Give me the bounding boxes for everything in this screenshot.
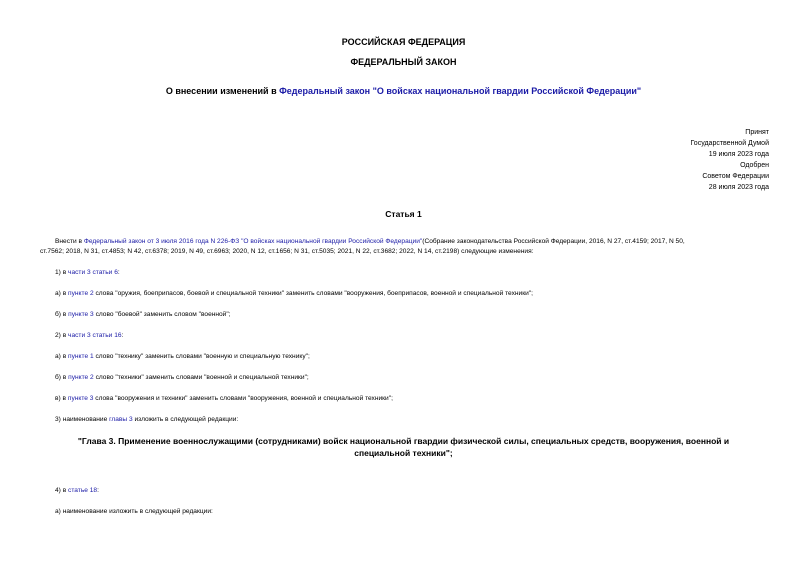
item-text: изложить в следующей редакции:	[132, 416, 239, 423]
item-2	[55, 331, 123, 342]
title-prefix: О внесении изменений в	[165, 86, 280, 96]
item-2c-link[interactable]: пункте 3	[67, 395, 94, 402]
chapter-title-quote	[55, 435, 752, 459]
item-4a	[55, 507, 213, 518]
item-2b-link[interactable]: пункте 2	[68, 374, 94, 381]
item-text: б) в	[55, 311, 69, 318]
intro-text: Внести в	[55, 238, 84, 245]
item-text: а) в	[55, 353, 69, 360]
chapter-line-1: "Глава 3. Применение военнослужащими (сотрудниками) войск национальной гвардии физической силы, специальных средств, вооружения, военной и	[77, 436, 730, 446]
item-2a-link[interactable]: пункте 1	[68, 353, 94, 360]
item-text: а) наименование изложить в следующей редакции:	[55, 508, 213, 515]
item-4-link[interactable]: статье 18	[68, 487, 98, 494]
item-text: :	[97, 487, 99, 494]
intro-paragraph	[55, 237, 775, 248]
title-law-link[interactable]: Федеральный закон "О войсках национальной гвардии Российской Федерации"	[279, 86, 642, 96]
doc-type-heading: ФЕДЕРАЛЬНЫЙ ЗАКОН	[350, 57, 457, 67]
item-2-link[interactable]: части 3 статьи 16	[68, 332, 122, 339]
item-3	[55, 415, 238, 426]
country-heading: РОССИЙСКАЯ ФЕДЕРАЦИЯ	[341, 37, 466, 47]
item-text: :	[117, 269, 120, 276]
item-3-link[interactable]: главы 3	[109, 416, 133, 423]
item-text: 4) в	[55, 487, 69, 494]
item-2c	[55, 394, 393, 405]
item-text: 1) в	[55, 269, 69, 276]
intro-line-1	[55, 237, 775, 248]
item-2a	[55, 352, 310, 363]
adoption-line: Принят	[745, 129, 769, 136]
item-text: слова "вооружения и техники" заменить словами "вооружения, военной и специальной техники";	[93, 395, 393, 402]
item-text: а) в	[55, 290, 69, 297]
intro-text: (Собрание законодательства Российской Федерации, 2016, N 27, ст.4159; 2017, N 50,	[422, 238, 685, 245]
item-1b	[55, 310, 231, 321]
item-text: слово "боевой" заменить словом "военной";	[93, 311, 231, 318]
item-1a-link[interactable]: пункте 2	[68, 290, 94, 297]
item-text: слово "технику" заменить словами "военную и специальную технику";	[93, 353, 310, 360]
intro-law-link[interactable]: Федеральный закон от 3 июля 2016 года N 226-ФЗ "О войсках национальной гвардии Российской Федерации"	[83, 238, 423, 245]
item-text: 2) в	[55, 332, 69, 339]
chapter-line-2: специальной техники";	[354, 448, 453, 458]
adoption-line: 19 июля 2023 года	[708, 151, 769, 158]
page-title	[0, 86, 807, 96]
adoption-block	[569, 127, 769, 193]
adoption-line: Советом Федерации	[702, 173, 769, 180]
item-text: слова "оружия, боеприпасов, боевой и специальной техники" заменить словами "вооружения, боеприпасов, военной и специальной техники";	[93, 290, 533, 297]
item-1-link[interactable]: части 3 статьи 6	[68, 269, 118, 276]
intro-line-2: ст.7562; 2018, N 31, ст.4853; N 42, ст.6378; 2019, N 49, ст.6963; 2020, N 12, ст.1656; N 31, ст.5035; 2021, N 22, ст.3682; 2022, N 14, ст.2198) следующие изменения:	[40, 248, 534, 255]
adoption-line: Одобрен	[740, 162, 769, 169]
item-text: слово "техники" заменить словами "военной и специальной техники";	[93, 374, 309, 381]
item-text: :	[121, 332, 124, 339]
item-text: в) в	[55, 395, 68, 402]
adoption-line: Государственной Думой	[690, 140, 769, 147]
item-2b	[55, 373, 309, 384]
item-1	[55, 268, 120, 279]
item-1b-link[interactable]: пункте 3	[68, 311, 94, 318]
article-heading: Статья 1	[385, 209, 422, 219]
item-4	[55, 486, 99, 497]
item-text: б) в	[55, 374, 69, 381]
adoption-line: 28 июля 2023 года	[708, 184, 769, 191]
item-1a	[55, 289, 533, 300]
item-text: 3) наименование	[55, 416, 110, 423]
